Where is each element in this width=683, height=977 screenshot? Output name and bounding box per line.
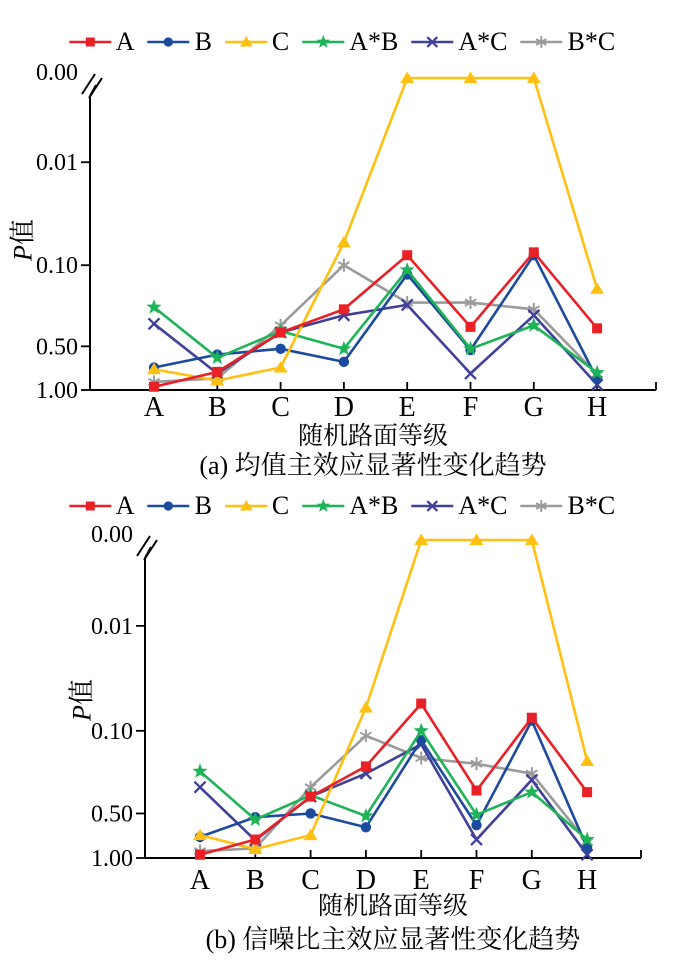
legend-item-A*C [410, 491, 507, 521]
legend-label: A [115, 27, 135, 56]
chart-a-plot [36, 60, 656, 423]
legend-label: A [115, 491, 135, 520]
x-marker-icon [410, 496, 454, 516]
x-tick-label: D [333, 392, 355, 423]
legend-item-A [68, 27, 135, 57]
y-tick-label: 0.00 [91, 522, 133, 548]
x-marker-icon [410, 32, 454, 52]
legend-item-B*C [520, 491, 616, 521]
legend-item-A*B [301, 491, 398, 521]
legend-item-B [147, 491, 212, 521]
y-tick-label: 1.00 [91, 846, 133, 872]
triangle-marker-icon [224, 32, 268, 52]
star-marker-icon [301, 32, 345, 52]
legend-label: C [271, 27, 290, 56]
circle-marker-icon [147, 496, 191, 516]
x-tick-label: D [355, 865, 377, 896]
legend-label: B*C [567, 491, 616, 520]
legend-item-A [68, 491, 135, 521]
x-tick-label: C [271, 392, 290, 423]
x-tick-label: A [143, 392, 165, 423]
square-marker-icon [68, 496, 112, 516]
x-tick-label: E [412, 865, 430, 896]
series-C-chart-b [193, 534, 594, 855]
y-tick-label: 0.50 [91, 801, 133, 828]
legend-chart-b [62, 491, 621, 521]
x-tick-label: C [301, 865, 320, 896]
star-marker-icon [301, 496, 345, 516]
y-tick-label: 0.01 [36, 150, 78, 177]
x-axis-title-a: 随机路面等级 [297, 423, 448, 450]
x-tick-label: H [576, 865, 598, 896]
legend-label: A*C [458, 27, 508, 56]
legend-label: A*C [458, 491, 508, 520]
caption-chart-b: (b) 信噪比主效应显著性变化趋势 [205, 925, 581, 954]
legend-label: B*C [567, 27, 616, 56]
legend-item-A*C [410, 27, 507, 57]
x-tick-label: B [207, 392, 227, 423]
y-tick-label: 0.10 [36, 253, 78, 280]
asterisk-marker-icon [520, 496, 564, 516]
y-tick-label: 1.00 [36, 378, 78, 404]
legend-item-C [224, 27, 289, 57]
legend-item-C [224, 491, 289, 521]
legend-label: C [271, 491, 290, 520]
x-tick-label: F [462, 392, 479, 423]
y-axis-title-a: P值 [8, 219, 38, 261]
triangle-marker-icon [224, 496, 268, 516]
y-axis-title-b: P值 [67, 679, 97, 721]
y-tick-label: 0.50 [36, 334, 78, 361]
legend-chart-a [62, 27, 621, 57]
legend-label: A*B [349, 491, 399, 520]
circle-marker-icon [147, 32, 191, 52]
caption-chart-a: (a) 均值主效应显著性变化趋势 [199, 451, 547, 480]
x-tick-label: B [245, 865, 265, 896]
legend-item-B [147, 27, 212, 57]
y-tick-label: 0.01 [91, 613, 133, 640]
x-tick-label: G [521, 865, 542, 896]
y-tick-label: 0.00 [36, 60, 78, 86]
legend-label: B [194, 491, 212, 520]
square-marker-icon [68, 32, 112, 52]
legend-item-A*B [301, 27, 398, 57]
asterisk-marker-icon [520, 32, 564, 52]
legend-label: A*B [349, 27, 399, 56]
x-tick-label: E [398, 392, 416, 423]
legend-label: B [194, 27, 212, 56]
x-axis-title-b: 随机路面等级 [317, 893, 468, 920]
series-C-chart-a [147, 72, 604, 386]
x-tick-label: F [468, 865, 485, 896]
y-tick-label: 0.10 [91, 718, 133, 745]
legend-item-B*C [520, 27, 616, 57]
chart-b-plot [91, 522, 641, 896]
x-tick-label: A [189, 865, 211, 896]
x-tick-label: G [523, 392, 544, 423]
series-A*B-chart-a [146, 262, 604, 379]
x-tick-label: H [586, 392, 608, 423]
